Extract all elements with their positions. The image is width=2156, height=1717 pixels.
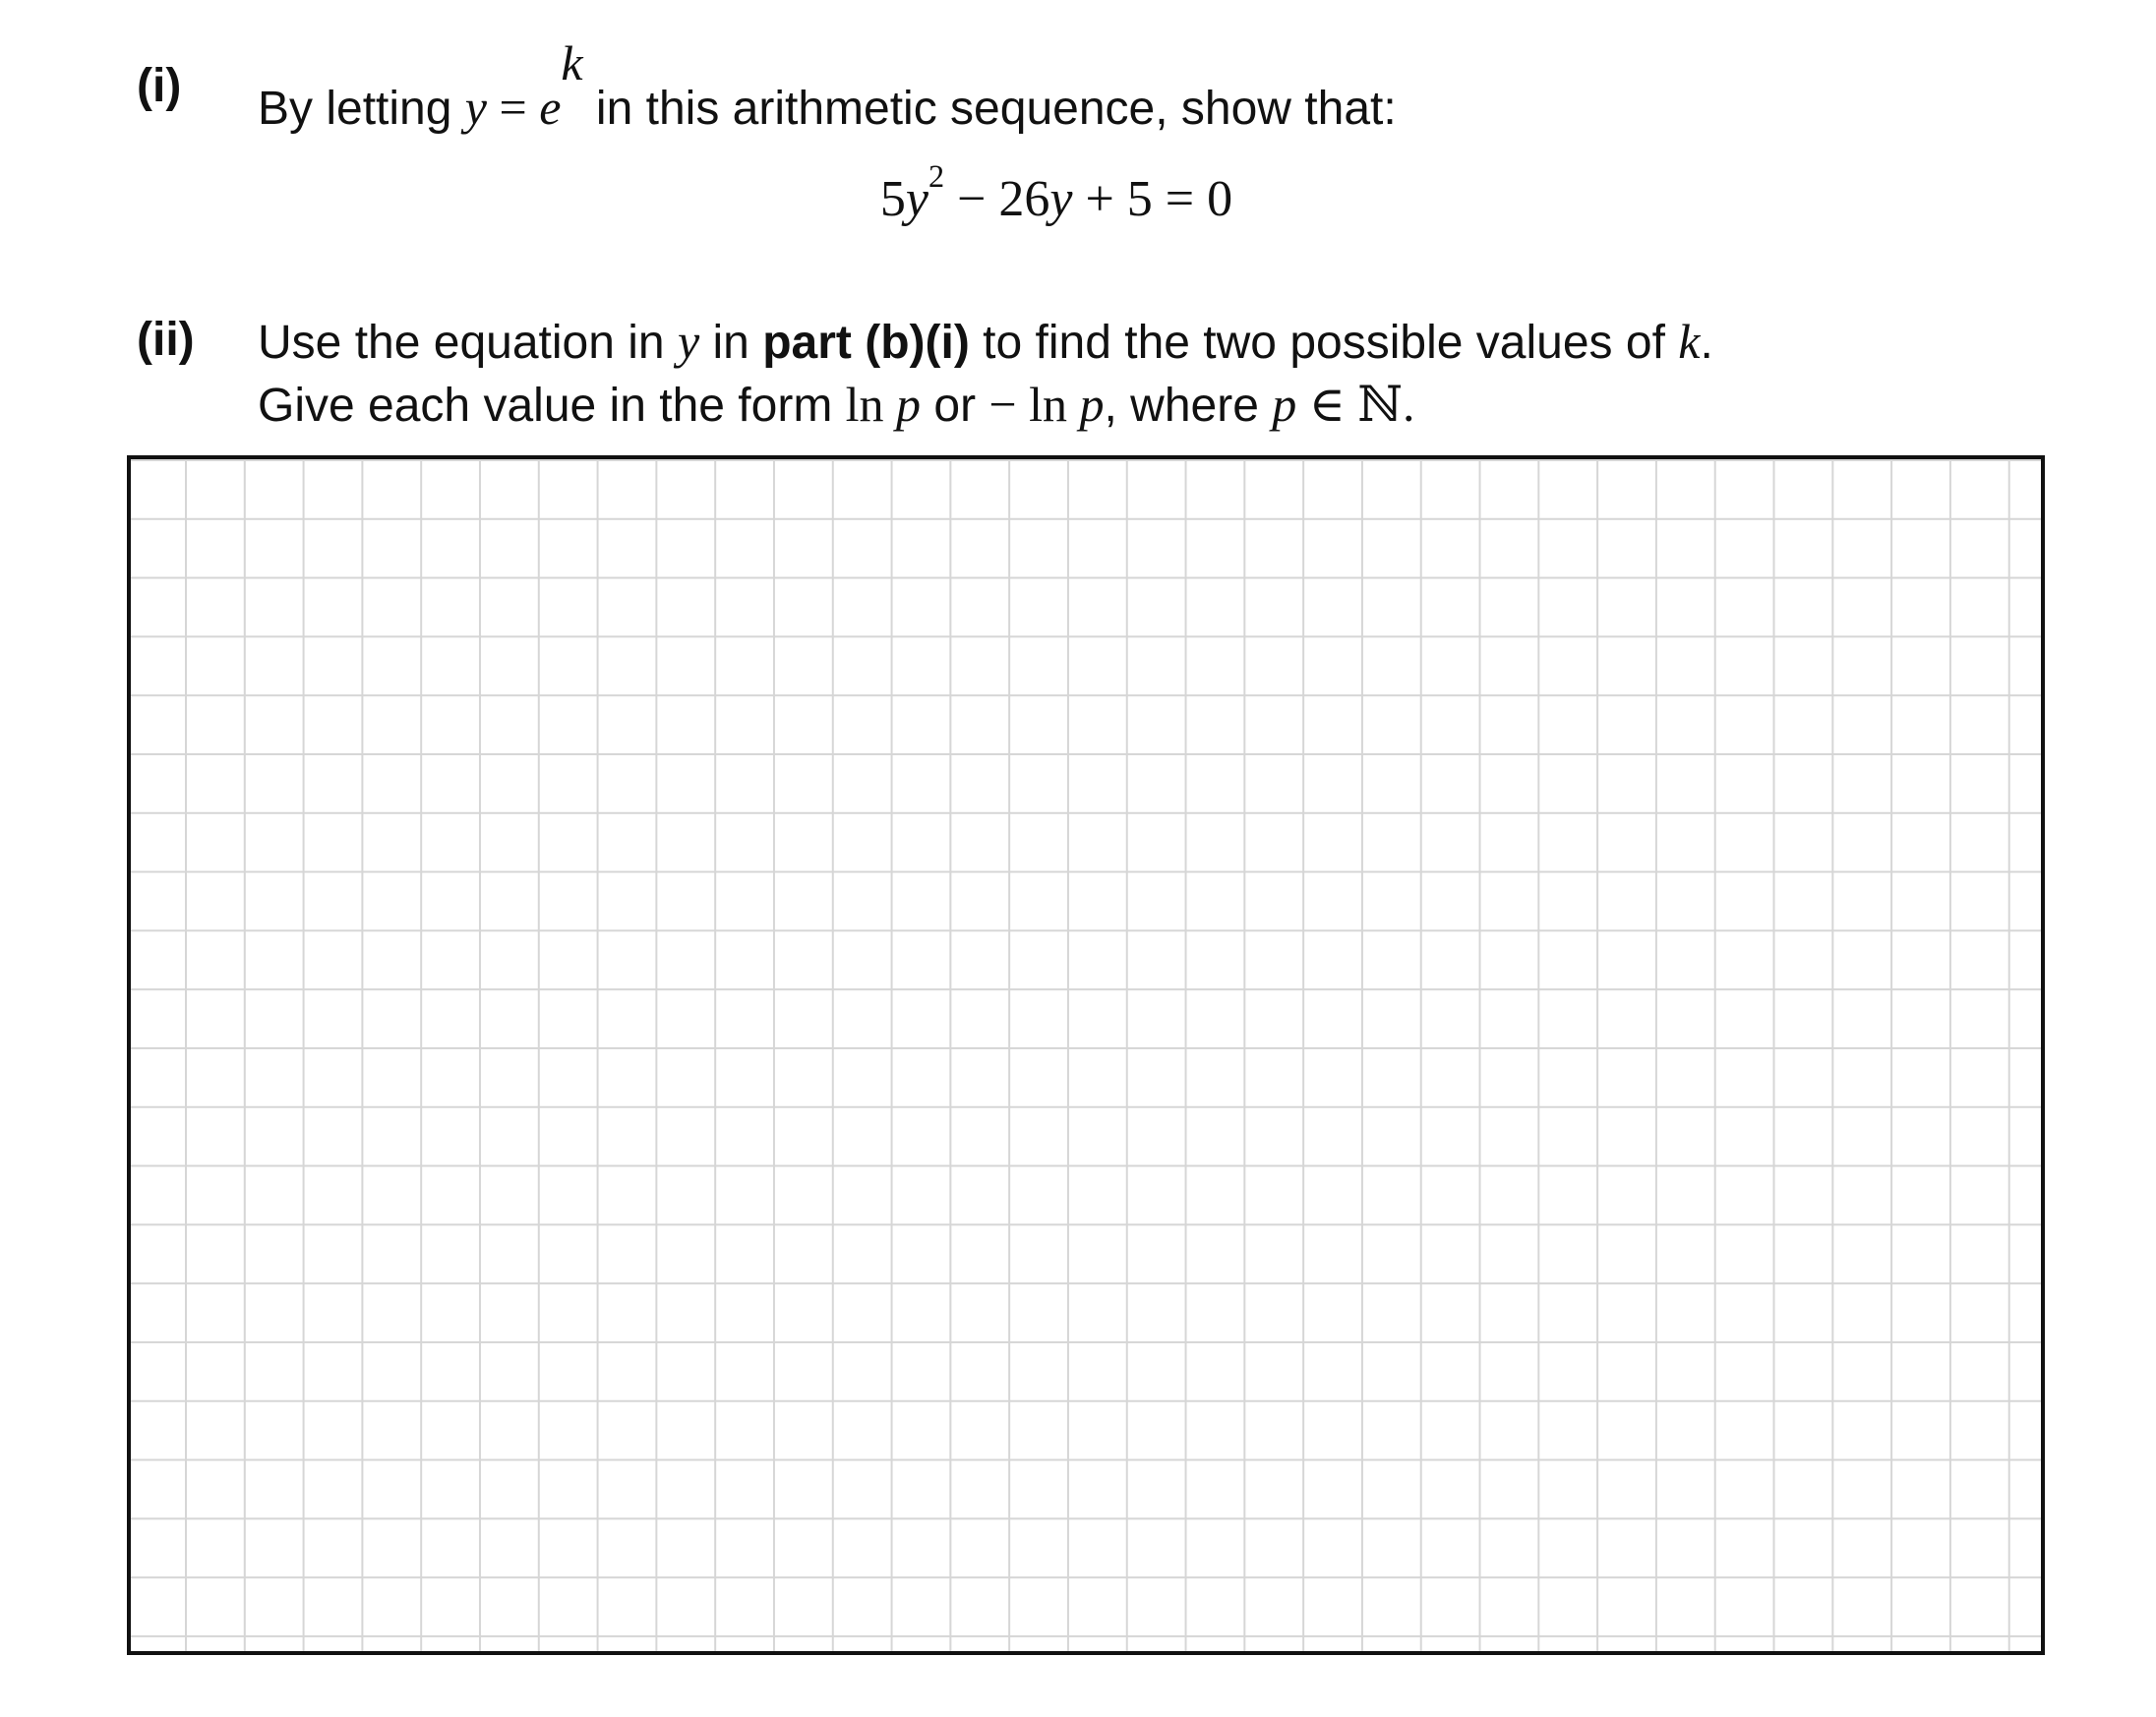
math-exponent-k: k [561,35,583,90]
math-neg-ln: − ln [988,377,1080,432]
eq-coef-a: 5 [879,171,906,227]
part-ii-l2-t3: ∈ ℕ. [1296,377,1415,432]
math-ln-1: ln [845,377,897,432]
math-var-y-2: y [677,314,700,369]
part-ii-l1-t2: in [699,317,763,369]
eq-exp-a: 2 [928,157,945,194]
math-p-1: p [896,377,922,432]
answer-grid[interactable] [127,455,2045,1655]
math-var-k: k [1678,314,1701,369]
part-ii-l1-t3: to find the two possible values of [969,317,1679,369]
part-reference: part (b)(i) [762,317,970,369]
part-i-text-after: in this arithmetic sequence, show that: [582,83,1397,135]
part-ii-l2-t1: Give each value in the form [258,380,846,432]
eq-rest: + 5 = 0 [1072,171,1233,227]
part-i-instruction [258,35,1397,135]
quadratic-equation [0,157,2134,227]
math-p-2: p [1079,377,1105,432]
math-equals: = [486,80,540,135]
math-p-3: p [1272,377,1297,432]
part-ii-line-2 [258,377,1415,432]
eq-mid: − 26 [944,171,1050,227]
part-ii-label: (ii) [137,314,195,366]
part-ii-line-1 [258,314,1713,369]
part-ii-l2-t2: , where [1104,380,1273,432]
part-ii-l1-t4: . [1700,317,1713,369]
part-i-label: (i) [137,60,182,112]
math-var-y: y [464,80,487,135]
part-ii-l2-or: or [921,380,989,432]
eq-var-b: y [1049,171,1073,227]
part-ii-l1-t1: Use the equation in [258,317,678,369]
eq-var-a: y [905,171,928,227]
math-base-e: e [539,80,562,135]
part-i-text-before: By letting [258,83,465,135]
